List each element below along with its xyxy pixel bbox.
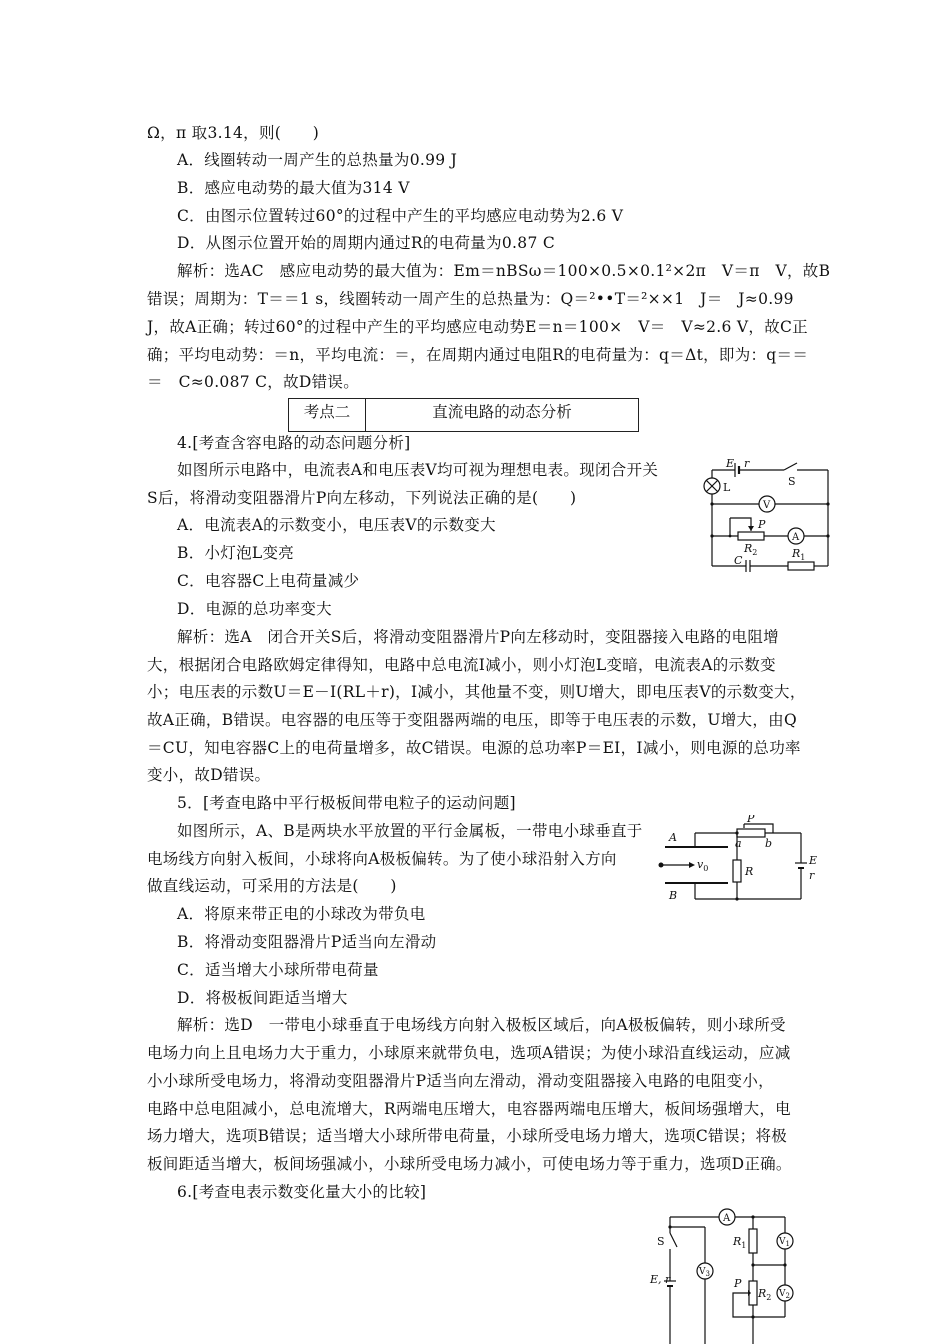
q5-option-a: A．将原来带正电的小球改为带负电 — [177, 905, 426, 923]
q3-solution-line: 错误；周期为：T＝＝1 s，线圈转动一周产生的总热量为：Q＝²••T＝²××1 J＝ J≈0.99 — [147, 290, 794, 308]
q6-title: 6.[考查电表示数变化量大小的比较] — [177, 1183, 427, 1201]
q3-solution-line: ＝ C≈0.087 C，故D错误。 — [147, 373, 360, 391]
fig2-label-e: E — [809, 854, 818, 867]
fig2-label-r-internal: r — [809, 869, 815, 882]
fig3-voltmeter-v1: $V_1$ — [779, 1237, 790, 1248]
fig1-ammeter-label: A — [792, 532, 800, 543]
fig3-label-r2: $R_2$ — [758, 1287, 772, 1302]
fig1-label-s: S — [788, 475, 796, 488]
fig2-label-p: P — [747, 815, 755, 825]
fig2-label-r: R — [745, 865, 754, 878]
q4-option-c: C．电容器C上电荷量减少 — [177, 572, 360, 590]
fig3-label-s: S — [657, 1235, 665, 1248]
q5-solution-line: 场力增大，选项B错误；适当增大小球所带电荷量，小球所受电场力增大，选项C错误；将极 — [147, 1127, 788, 1145]
fig1-label-c: C — [734, 554, 743, 567]
fig1-label-r2: $R_2$ — [744, 542, 758, 557]
fig2-label-a: a — [735, 837, 742, 850]
q5-title: 5．[考查电路中平行极板间带电粒子的运动问题] — [177, 794, 516, 812]
circuit-diagram-three-voltmeters — [645, 1205, 825, 1344]
q4-solution-line: 解析：选A 闭合开关S后，将滑动变阻器滑片P向左移动时，变阻器接入电路的电阻增 — [177, 628, 779, 646]
fig3-label-p: P — [734, 1277, 742, 1290]
q3-option-d: D．从图示位置开始的周期内通过R的电荷量为0.87 C — [177, 234, 555, 252]
q3-solution-line: J，故A正确；转过60°的过程中产生的平均感应电动势E＝n＝100× V＝ V≈2.6 V，故C正 — [147, 318, 808, 336]
fig3-ammeter-label: A — [723, 1213, 731, 1224]
q4-stem-line: 如图所示电路中，电流表A和电压表V均可视为理想电表。现闭合开关 — [177, 461, 659, 479]
q4-option-a: A．电流表A的示数变小，电压表V的示数变大 — [177, 516, 496, 534]
q5-solution-line: 电路中总电阻减小，总电流增大，R两端电压增大，电容器两端电压增大，板间场强增大，电 — [147, 1100, 791, 1118]
q4-solution-line: 故A正确，B错误。电容器的电压等于变阻器两端的电压，即等于电压表的示数，U增大，由Q — [147, 711, 797, 729]
fig1-label-e: E — [726, 458, 735, 470]
fig1-label-p: P — [758, 518, 766, 531]
q4-solution-line: 小；电压表的示数U＝E－I(RL＋r)，I减小，其他量不变，则U增大，即电压表V的示数变大， — [147, 683, 806, 701]
section-title: 直流电路的动态分析 — [432, 403, 572, 421]
q5-stem-line: 电场线方向射入板间，小球将向A极板偏转。为了使小球沿射入方向 — [147, 850, 617, 868]
fig2-plate-a: A — [669, 831, 677, 844]
q5-solution-line: 板间距适当增大，板间场强减小，小球所受电场力减小，可使电场力等于重力，选项D正确。 — [147, 1155, 792, 1173]
fig2-label-b: b — [765, 837, 773, 850]
q4-solution-line: 大，根据闭合电路欧姆定律得知，电路中总电流I减小，则小灯泡L变暗，电流表A的示数变 — [147, 656, 776, 674]
circuit-diagram-parallel-plates — [655, 815, 825, 907]
q5-solution-line: 解析：选D 一带电小球垂直于电场线方向射入极板区域后，向A极板偏转，则小球所受 — [177, 1016, 786, 1034]
fig3-label-r1: $R_1$ — [733, 1235, 747, 1250]
q3-solution-line: 解析：选AC 感应电动势的最大值为：Em＝nBSω＝100×0.5×0.1²×2π V＝π V，故B — [177, 262, 831, 280]
q3-solution-line: 确；平均电动势：＝n，平均电流：＝，在周期内通过电阻R的电荷量为：q＝Δt，即为：q＝＝ — [147, 346, 809, 364]
q5-option-d: D．将极板间距适当增大 — [177, 989, 348, 1007]
fig2-plate-b: B — [669, 889, 678, 902]
section-label: 考点二 — [289, 399, 366, 431]
fig3-voltmeter-v2: $V_2$ — [779, 1289, 790, 1300]
circuit-diagram-capacitor — [700, 458, 840, 574]
q3-option-a: A．线圈转动一周产生的总热量为0.99 J — [177, 151, 458, 169]
fig3-voltmeter-v3: $V_3$ — [699, 1267, 710, 1278]
q5-solution-line: 电场力向上且电场力大于重力，小球原来就带负电，选项A错误；为使小球沿直线运动，应减 — [147, 1044, 791, 1062]
q5-solution-line: 小小球所受电场力，将滑动变阻器滑片P适当向左滑动，滑动变阻器接入电路的电阻变小， — [147, 1072, 774, 1090]
q5-stem-line: 如图所示，A、B是两块水平放置的平行金属板，一带电小球垂直于 — [177, 822, 643, 840]
section-header-table — [288, 398, 639, 432]
q3-option-c: C．由图示位置转过60°的过程中产生的平均感应电动势为2.6 V — [177, 207, 624, 225]
q4-option-b: B．小灯泡L变亮 — [177, 544, 295, 562]
q4-title: 4.[考查含容电路的动态问题分析] — [177, 434, 411, 452]
fig1-label-r: r — [744, 458, 750, 470]
fig1-label-l: L — [723, 481, 731, 494]
fig1-voltmeter-label: V — [763, 500, 771, 511]
q4-solution-line: ＝CU，知电容器C上的电荷量增多，故C错误。电源的总功率P＝EI，I减小，则电源的总功率 — [147, 739, 801, 757]
fig2-label-v0: $v_0$ — [697, 858, 709, 873]
q3-stem-tail: Ω，π 取3.14，则( ) — [147, 124, 320, 142]
q4-solution-line: 变小，故D错误。 — [147, 766, 271, 784]
q4-option-d: D．电源的总功率变大 — [177, 600, 332, 618]
fig3-label-e: E, r — [650, 1273, 671, 1286]
q5-option-c: C．适当增大小球所带电荷量 — [177, 961, 379, 979]
q3-option-b: B．感应电动势的最大值为314 V — [177, 179, 410, 197]
q4-stem-line: S后，将滑动变阻器滑片P向左移动，下列说法正确的是( ) — [147, 489, 577, 507]
fig1-label-r1: $R_1$ — [792, 547, 806, 562]
q5-stem-line: 做直线运动，可采用的方法是( ) — [147, 877, 397, 895]
q5-option-b: B．将滑动变阻器滑片P适当向左滑动 — [177, 933, 437, 951]
